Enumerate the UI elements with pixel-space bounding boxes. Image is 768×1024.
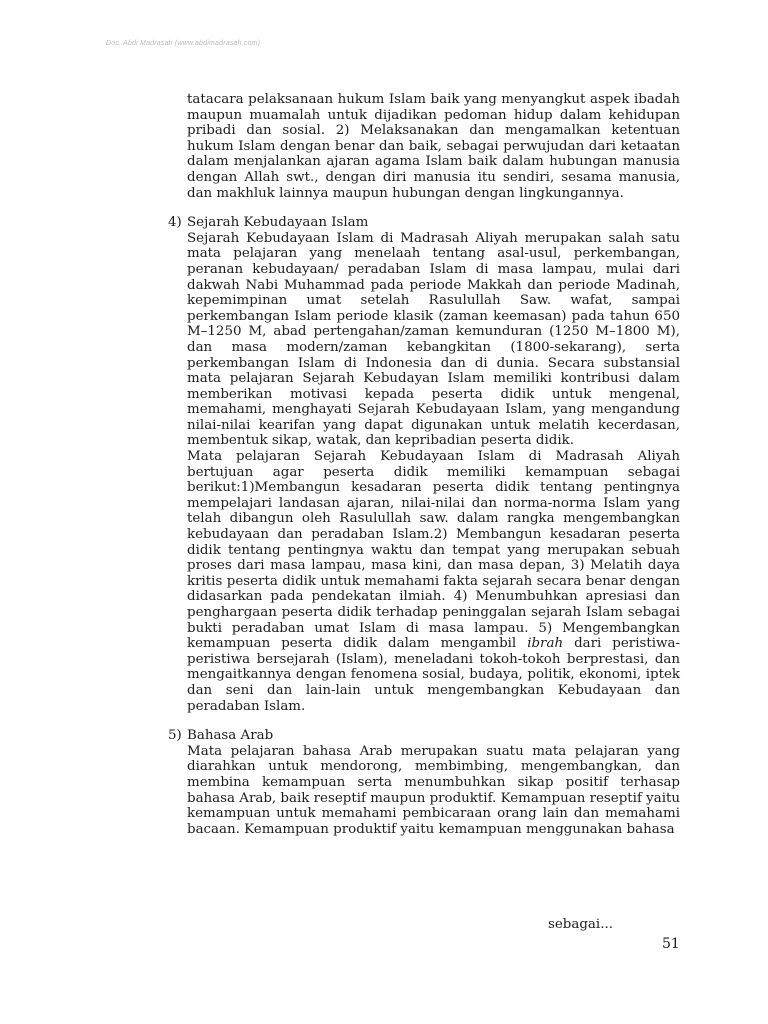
watermark: Doc. Abdi Madrasah (www.abdimadrasah.com) [106,40,261,47]
page-body [168,92,680,837]
section-4-p2-text-b: dari peristiwa-peristiwa bersejarah (Islam), meneladani tokoh-tokoh berprestasi, dan mengaitkannya dengan fenomena sosial, budaya, politik, ekonomi, iptek dan seni dan lain-lain untuk mengembangkan Kebudayaan dan peradaban Islam. [187,636,680,714]
section-5-heading [168,728,680,744]
section-4-number: 4) [168,215,182,231]
section-5-number: 5) [168,728,182,744]
section-5-paragraph-1: Mata pelajaran bahasa Arab merupakan suatu mata pelajaran yang diarahkan untuk mendorong, membimbing, mengembangkan, dan membina kemampuan serta menumbuhkan sikap positif terhasap bahasa Arab, baik reseptif maupun produktif. Kemampuan reseptif yaitu kemampuan untuk memahami pembicaraan orang lain dan memahami bacaan. Kemampuan produktif yaitu kemampuan menggunakan bahasa [187,743,680,837]
intro-paragraph: tatacara pelaksanaan hukum Islam baik yang menyangkut aspek ibadah maupun muamalah untuk dijadikan pedoman hidup dalam kehidupan pribadi dan sosial. 2) Melaksanakan dan mengamalkan ketentuan hukum Islam dengan benar dan baik, sebagai perwujudan dari ketaatan dalam menjalankan ajaran agama Islam baik dalam hubungan manusia dengan Allah swt., dengan diri manusia itu sendiri, sesama manusia, dan makhluk lainnya maupun hubungan dengan lingkungannya. [187,92,680,201]
section-4-title: Sejarah Kebudayaan Islam [187,215,369,231]
section-4-p2-text-a: Mata pelajaran Sejarah Kebudayaan Islam di Madrasah Aliyah bertujuan agar peserta didik memiliki kemampuan sebagai berikut:1)Membangun kesadaran peserta didik tentang pentingnya mempelajari landasan ajaran, nilai-nilai dan norma-norma Islam yang telah dibangun oleh Rasulullah saw. dalam rangka mengembangkan kebudayaan dan peradaban Islam.2) Membangun kesadaran peserta didik tentang pentingnya waktu dan tempat yang merupakan sebuah proses dari masa lampau, masa kini, dan masa depan, 3) Melatih daya kritis peserta didik untuk memahami fakta sejarah secara benar dengan didasarkan pada pendekatan ilmiah. 4) Menumbuhkan apresiasi dan penghargaan peserta didik terhadap peninggalan sejarah Islam sebagai bukti peradaban umat Islam di masa lampau. 5) Mengembangkan kemampuan peserta didik dalam mengambil [187,449,680,652]
section-4-heading [168,215,680,231]
section-5-title: Bahasa Arab [187,728,274,744]
section-4-paragraph-1: Sejarah Kebudayaan Islam di Madrasah Aliyah merupakan salah satu mata pelajaran yang menelaah tentang asal-usul, perkembangan, peranan kebudayaan/ peradaban Islam di masa lampau, mulai dari dakwah Nabi Muhammad pada periode Makkah dan periode Madinah, kepemimpinan umat setelah Rasulullah Saw. wafat, sampai perkembangan Islam periode klasik (zaman keemasan) pada tahun 650 M–1250 M, abad pertengahan/zaman kemunduran (1250 M–1800 M), dan masa modern/zaman kebangkitan (1800-sekarang), serta perkembangan Islam di Indonesia dan di dunia. Secara substansial mata pelajaran Sejarah Kebudayan Islam memiliki kontribusi dalam memberikan motivasi kepada peserta didik untuk mengenal, memahami, menghayati Sejarah Kebudayaan Islam, yang mengandung nilai-nilai kearifan yang dapat digunakan untuk melatih kecerdasan, membentuk sikap, watak, dan kepribadian peserta didik. [187,230,680,449]
section-4-paragraph-2 [168,449,680,714]
section-4-p2-italic-term: ibrah [527,636,564,652]
continuation-text: sebagai... [548,917,613,932]
page-number: 51 [662,936,680,952]
